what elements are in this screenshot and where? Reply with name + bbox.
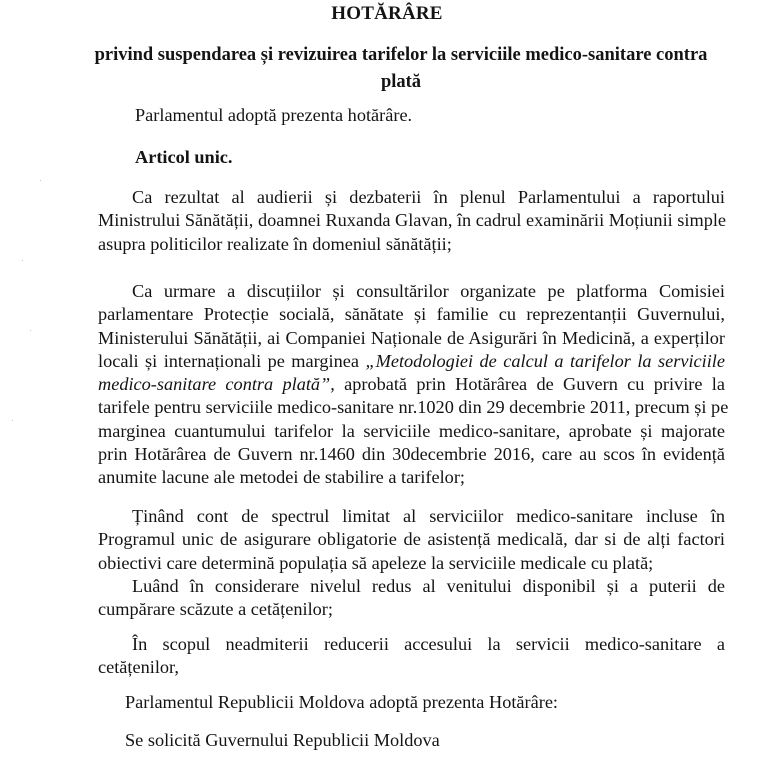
paragraph-line xyxy=(98,373,725,396)
paragraph-line: Ca rezultat al audierii și dezbaterii în plenul Parlamentului a raportului xyxy=(132,187,725,207)
line-text: locali și internaționali pe marginea xyxy=(98,350,359,371)
paragraph-line: cumpărare scăzute a cetățenilor; xyxy=(98,599,333,620)
paragraph-low-income xyxy=(98,575,725,622)
document-title: HOTĂRÂRE xyxy=(331,3,443,24)
paragraph-line: Ca urmare a discuțiilor și consultărilor organizate pe platforma Comisiei xyxy=(132,281,725,301)
paragraph-line: Luând în considerare nivelul redus al venitului disponibil și a puterii de xyxy=(132,576,725,596)
paragraph-line: asupra politicilor realizate în domeniul sănătății; xyxy=(98,233,452,254)
paragraph-line: În scopul neadmiterii reducerii accesului la servicii medico-sanitare a xyxy=(132,634,725,654)
paragraph-line: prin Hotărârea de Guvern nr.1460 din 30decembrie 2016, care au scos în evidență xyxy=(98,444,725,465)
paragraph-line: tarifele pentru serviciile medico-sanitare nr.1020 din 29 decembrie 2011, precum și pe xyxy=(98,397,729,418)
paragraph-line xyxy=(98,350,725,373)
article-heading: Articol unic. xyxy=(135,147,233,167)
paragraph-line: anumite lacune ale metodei de stabilire a tarifelor; xyxy=(98,467,465,488)
line-text: aprobată prin Hotărârea de Guvern cu privire la xyxy=(344,374,725,395)
adoption-statement: Parlamentul Republicii Moldova adoptă prezenta Hotărâre: xyxy=(125,692,559,712)
paragraph-limited-services xyxy=(98,505,725,575)
paragraph-line: Ministrului Sănătății, doamnei Ruxanda Glavan, în cadrul examinării Moțiunii simple xyxy=(98,210,727,231)
scan-speck xyxy=(30,330,31,331)
scan-speck xyxy=(12,420,13,421)
paragraph-line: Programul unic de asigurare obligatorie de asistență medicală, dar si de alți factori xyxy=(98,529,725,550)
scan-speck xyxy=(22,260,23,261)
paragraph-line: marginea cuantumului tarifelor la serviciile medico-sanitare, aprobate și majorate xyxy=(98,420,725,441)
paragraph-access xyxy=(98,633,725,680)
request-statement: Se solicită Guvernului Republicii Moldova xyxy=(125,730,440,750)
paragraph-line: Ținând cont de spectrul limitat al serviciilor medico-sanitare incluse în xyxy=(132,506,725,526)
paragraph-line: cetățenilor, xyxy=(98,657,179,678)
document-subtitle: privind suspendarea și revizuirea tarifelor la serviciile medico-sanitare contra plată xyxy=(94,45,708,92)
methodology-title-part1: „Metodologiei de calcul a tarifelor la serviciile xyxy=(365,350,726,371)
scan-speck xyxy=(40,180,41,181)
paragraph-line: obiectivi care determină populația să apeleze la serviciile medicale cu plată; xyxy=(98,552,654,573)
paragraph-consultations xyxy=(98,280,729,490)
preamble: Parlamentul adoptă prezenta hotărâre. xyxy=(135,105,413,125)
methodology-title-part2: medico-sanitare contra plată”, xyxy=(98,374,335,395)
paragraph-line: Ministerului Sănătății, ai Companiei Naționale de Asigurări în Medicină, a experților xyxy=(98,327,725,348)
paragraph-line: parlamentare Protecție socială, sănătate și familie cu reprezentanții Guvernului, xyxy=(98,304,725,325)
paragraph-audit-report xyxy=(98,186,725,256)
